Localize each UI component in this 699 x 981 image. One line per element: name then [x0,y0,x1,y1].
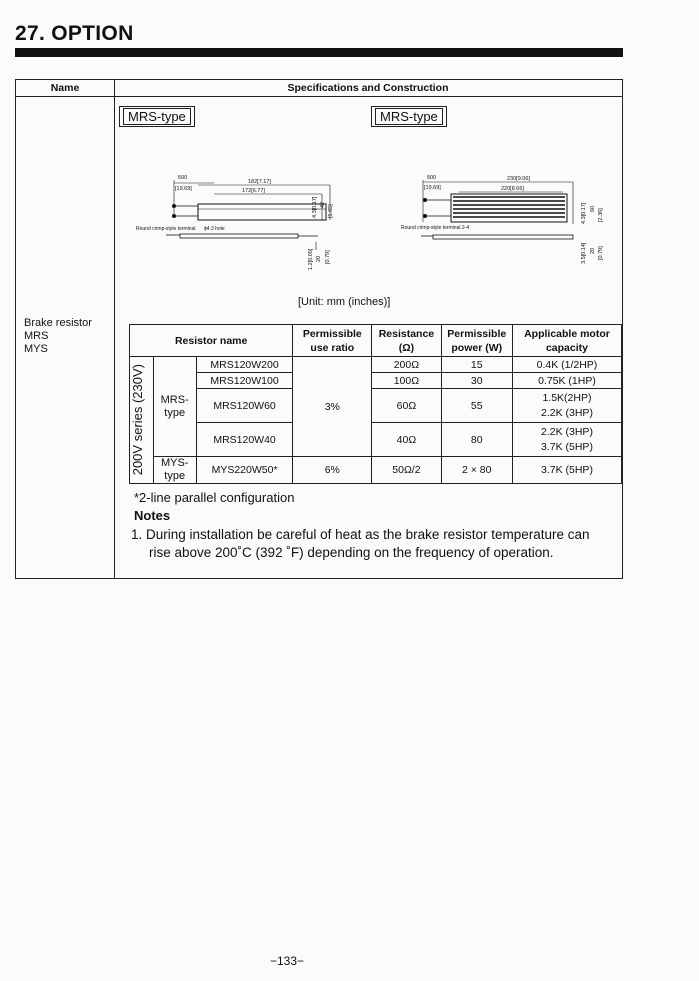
row-ratio: 6% [293,457,372,484]
note-1-line-2: rise above 200˚C (392 ˚F) depending on the frequency of operation. [149,545,554,560]
row-power: 80 [441,423,512,457]
option-table [15,79,623,579]
left-dim-len2: 172[6.77] [242,188,265,194]
table-row [130,357,622,373]
mys-type-cell: MYS-type [153,457,196,484]
page-title: 27. OPTION [15,22,134,45]
row-name: MRS120W200 [196,357,293,373]
left-dim-t2: 20 [316,255,322,262]
row-power: 15 [441,357,512,373]
name-mrs: MRS [24,330,49,342]
left-terminal-label: Round crimp-style terminal [136,226,196,232]
row-power: 30 [441,373,512,389]
left-dim-t1: 1.2[0.05] [308,248,314,270]
table-header [16,80,622,97]
mrs-dimension-drawing-left [136,172,336,290]
header-use-ratio: Permissible use ratio [293,325,372,357]
note-1-line-1: 1. During installation be careful of heat as the brake resistor temperature can [131,527,590,542]
right-dim-len2: 220[8.66] [501,186,524,192]
left-hole-label: ϕ4.3 hole [204,226,225,232]
left-dim-total: 500 [178,175,188,181]
right-dim-t3: [0.79] [598,246,604,260]
left-dim-len1: 182[7.17] [248,179,271,185]
right-dim-h2: 60 [590,205,596,212]
name-brake-resistor: Brake resistor [24,317,92,329]
header-name: Name [50,82,80,94]
right-dim-len1: 230[9.06] [507,176,530,182]
row-name: MRS120W100 [196,373,293,389]
series-label: 200V series (230V) [130,364,145,476]
right-terminal-label: Round crimp-style terminal 2-4 [401,225,470,231]
row-resistance: 200Ω [372,357,441,373]
right-dim-h1: 4.3[0.17] [581,202,587,224]
unit-note: [Unit: mm (inches)] [298,296,391,308]
header-power: Permissible power (W) [441,325,512,357]
row-resistance: 50Ω/2 [372,457,441,484]
left-dim-t3: [0.79] [325,250,331,264]
page-number: −133− [270,954,305,968]
right-type-tag: MRS-type [371,106,447,127]
row-capacity: 0.75K (1HP) [512,373,621,389]
series-cell [130,357,154,484]
row-name: MRS120W40 [196,423,293,457]
footnote: *2-line parallel configuration [134,490,295,505]
table-row [130,373,622,389]
row-resistance: 60Ω [372,389,441,423]
table-row [130,457,622,484]
row-capacity: 3.7K (5HP) [512,457,621,484]
header-capacity: Applicable motor capacity [512,325,621,357]
header-resistance: Resistance (Ω) [372,325,441,357]
left-dim-h1: 4.3[0.17] [312,196,318,218]
table-row [130,389,622,423]
title-rule [15,48,623,57]
row-power: 2 × 80 [441,457,512,484]
resistor-spec-table [129,324,622,484]
mrs-type-cell: MRS-type [153,357,196,457]
right-dim-total: 500 [427,175,437,181]
row-capacity: 2.2K (3HP) 3.7K (5HP) [512,423,621,457]
left-dim-h3: [1.65] [328,204,334,218]
row-capacity: 0.4K (1/2HP) [512,357,621,373]
left-type-tag: MRS-type [119,106,195,127]
row-name: MRS120W60 [196,389,293,423]
row-resistance: 100Ω [372,373,441,389]
header-spec: Specifications and Construction [287,82,449,94]
name-mys: MYS [24,343,48,355]
right-dim-t2: 20 [590,247,596,254]
right-dim-t1: 3.5[0.14] [581,242,587,264]
left-dim-h2: 42 [320,201,326,208]
left-dim-total-in: [19.69] [175,186,192,192]
table-row [130,423,622,457]
right-dim-total-in: [19.69] [424,185,441,191]
row-capacity: 1.5K(2HP) 2.2K (3HP) [512,389,621,423]
row-power: 55 [441,389,512,423]
mrs-ratio: 3% [293,357,372,457]
mrs-dimension-drawing-right [401,172,616,277]
name-cell [24,317,92,356]
row-resistance: 40Ω [372,423,441,457]
header-resistor-name: Resistor name [130,325,293,357]
notes-heading: Notes [134,508,171,523]
right-dim-h3: [2.36] [598,208,604,222]
row-name: MYS220W50* [196,457,293,484]
column-divider [114,80,115,578]
